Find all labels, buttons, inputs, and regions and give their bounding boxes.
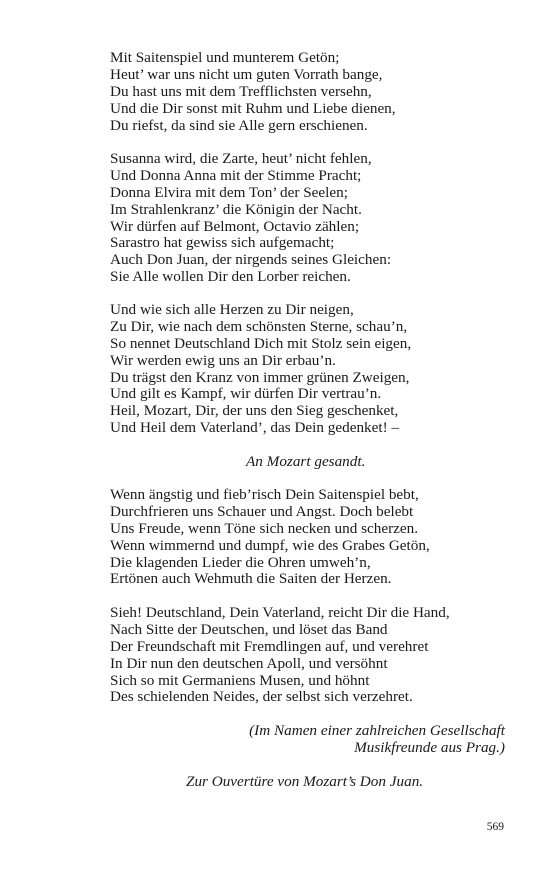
poem-line: Du trägst den Kranz von immer grünen Zweigen, [110, 368, 410, 386]
poem-line: Durchfrieren uns Schauer und Angst. Doch belebt [110, 502, 414, 520]
poem-line: Nach Sitte der Deutschen, und löset das Band [110, 620, 388, 638]
poem-line: In Dir nun den deutschen Apoll, und versöhnt [110, 654, 388, 672]
poem-line: Wir dürfen auf Belmont, Octavio zählen; [110, 217, 360, 235]
poem-line: Sarastro hat gewiss sich aufgemacht; [110, 234, 335, 252]
poem-line: Ertönen auch Wehmuth die Saiten der Herzen. [110, 570, 392, 588]
page-number: 569 [486, 821, 504, 833]
attribution-line-2: Musikfreunde aus Prag.) [354, 738, 505, 756]
poem-stanza-1 [110, 50, 530, 134]
poem-line: Zu Dir, wie nach dem schönsten Sterne, schau’n, [110, 317, 408, 335]
poem-line: Wenn ängstig und fieb’risch Dein Saitenspiel bebt, [110, 486, 419, 503]
poem-line: Du riefst, da sind sie Alle gern erschienen. [110, 116, 368, 134]
poem-line: Sieh! Deutschland, Dein Vaterland, reicht Dir die Hand, [110, 604, 450, 621]
poem-line: Des schielenden Neides, der selbst sich verzehret. [110, 688, 413, 706]
poem-line: Du hast uns mit dem Trefflichsten versehn, [110, 82, 372, 100]
poem-line: Und Heil dem Vaterland’, das Dein gedenket! – [110, 419, 400, 437]
poem-line: So nennet Deutschland Dich mit Stolz sein eigen, [110, 334, 412, 352]
poem-line: Und wie sich alle Herzen zu Dir neigen, [110, 301, 354, 318]
poem-attribution [249, 723, 505, 757]
poem-line: Susanna wird, die Zarte, heut’ nicht fehlen, [110, 150, 372, 167]
poem-stanza-3 [110, 302, 530, 437]
poem-line: Wir werden ewig uns an Dir erbau’n. [110, 351, 336, 369]
poem-line: Uns Freude, wenn Töne sich necken und scherzen. [110, 519, 419, 537]
poem-line: Sie Alle wollen Dir den Lorber reichen. [110, 268, 351, 286]
poem-line: Im Strahlenkranz’ die Königin der Nacht. [110, 200, 362, 218]
poem-title-mozart: An Mozart gesandt. [246, 453, 366, 470]
poem-line: Der Freundschaft mit Fremdlingen auf, und verehret [110, 637, 429, 655]
poem-title-ouverture: Zur Ouvertüre von Mozart’s Don Juan. [186, 773, 424, 790]
poem-line: Donna Elvira mit dem Ton’ der Seelen; [110, 183, 348, 201]
poem-stanza-4 [110, 487, 530, 588]
poem-line: Heil, Mozart, Dir, der uns den Sieg geschenket, [110, 402, 399, 420]
poem-line: Und die Dir sonst mit Ruhm und Liebe dienen, [110, 99, 396, 117]
poem-stanza-2 [110, 151, 530, 286]
attribution-line-1: (Im Namen einer zahlreichen Gesellschaft [249, 722, 505, 739]
poem-line: Die klagenden Lieder die Ohren umweh’n, [110, 553, 371, 571]
poem-line: Wenn wimmernd und dumpf, wie des Grabes Getön, [110, 536, 430, 554]
poem-line: Auch Don Juan, der nirgends seines Gleichen: [110, 251, 392, 269]
poem-line: Sich so mit Germaniens Musen, und höhnt [110, 671, 370, 689]
poem-line: Mit Saitenspiel und munterem Getön; [110, 49, 340, 66]
poem-line: Heut’ war uns nicht um guten Vorrath bange, [110, 65, 383, 83]
poem-line: Und Donna Anna mit der Stimme Pracht; [110, 166, 362, 184]
poem-line: Und gilt es Kampf, wir dürfen Dir vertrau’n. [110, 385, 382, 403]
poem-stanza-5 [110, 605, 530, 706]
